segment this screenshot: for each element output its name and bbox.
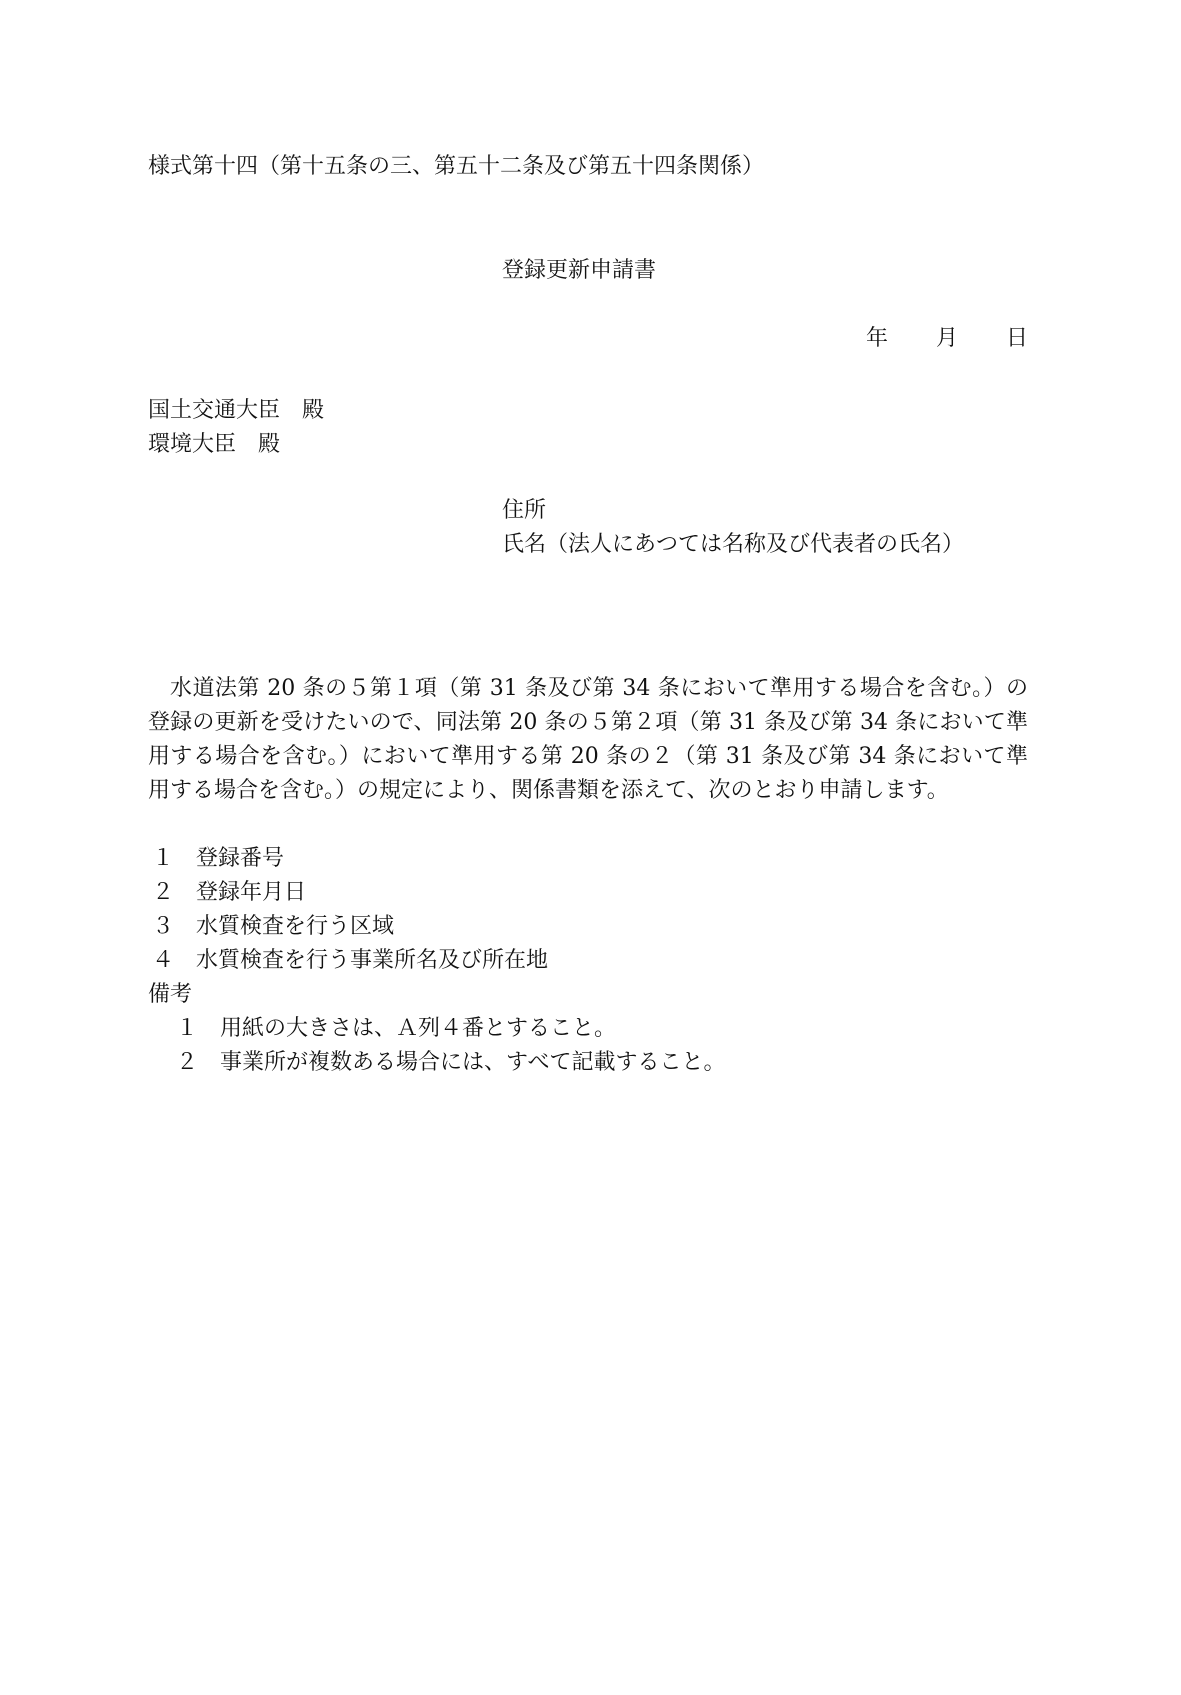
list-item <box>148 944 548 978</box>
addressee-minister-land: 国土交通大臣 殿 <box>148 398 325 423</box>
remarks-heading: 備考 <box>148 982 193 1007</box>
remarks-block <box>148 978 726 1080</box>
form-label: 様式第十四（第十五条の三、第五十二条及び第五十四条関係） <box>148 154 765 179</box>
date-month: 月 <box>935 326 958 351</box>
item-number: ３ <box>152 914 175 939</box>
date-day: 日 <box>1005 326 1028 351</box>
date-line <box>866 322 1028 356</box>
item-number: １ <box>152 846 175 871</box>
application-body: 水道法第 20 条の５第１項（第 31 条及び第 34 条において準用する場合を含む。）の登録の更新を受けたいので、同法第 20 条の５第２項（第 31 条及び第 34 条において準用する場合を含む。）において準用する第 20 条の２（第 31 条及び第 34 条において準用する場合を含む。）の規定により、関係書類を添えて、次のとおり申請します。 <box>148 676 1028 803</box>
addressee-minister-environment: 環境大臣 殿 <box>148 432 281 457</box>
item-text: 水質検査を行う事業所名及び所在地 <box>196 948 549 973</box>
remark-item <box>148 1046 726 1080</box>
item-number: ２ <box>152 880 175 905</box>
list-item <box>148 842 548 876</box>
item-text: 登録年月日 <box>196 880 307 905</box>
date-year: 年 <box>865 326 888 351</box>
remark-text: 事業所が複数ある場合には、すべて記載すること。 <box>220 1050 726 1075</box>
remark-number: １ <box>176 1016 199 1041</box>
document-title: 登録更新申請書 <box>502 258 657 283</box>
application-items <box>148 842 548 978</box>
list-item <box>148 876 548 910</box>
remark-item <box>148 1012 726 1046</box>
addressee-block <box>148 394 324 462</box>
applicant-address-label: 住所 <box>502 498 547 523</box>
item-text: 登録番号 <box>196 846 285 871</box>
item-number: ４ <box>152 948 175 973</box>
item-text: 水質検査を行う区域 <box>196 914 395 939</box>
list-item <box>148 910 548 944</box>
remark-number: ２ <box>176 1050 199 1075</box>
applicant-block <box>502 494 964 562</box>
applicant-name-label: 氏名（法人にあつては名称及び代表者の氏名） <box>502 532 965 557</box>
remark-text: 用紙の大きさは、Ａ列４番とすること。 <box>220 1016 617 1041</box>
